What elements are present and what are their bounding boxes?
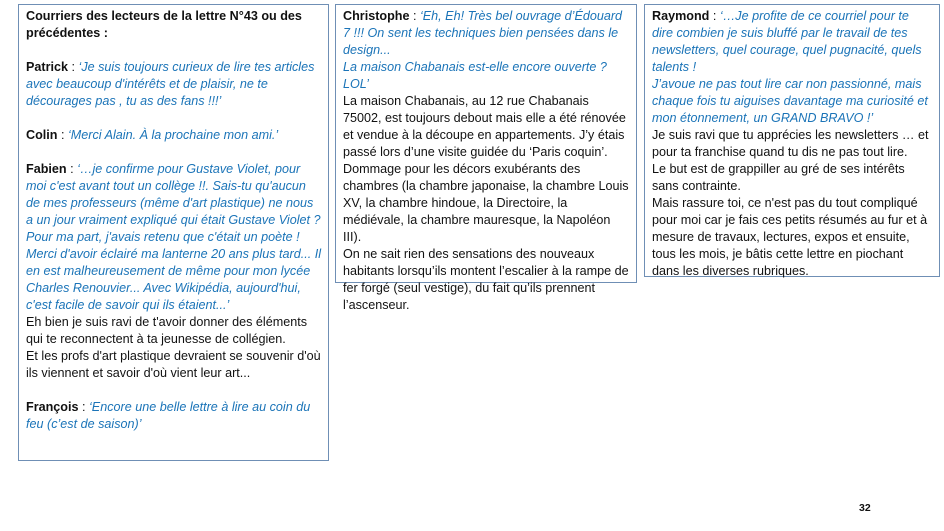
quote-francois: ‘Encore une belle lettre à lire au coin du feu (c’est de saison)’	[26, 400, 311, 431]
reply-raymond-2: Le but est de grappiller au gré de ses intérêts sans contrainte.	[652, 162, 905, 193]
page-number: 32	[859, 502, 871, 514]
reply-raymond-3: Mais rassure toi, ce n'est pas du tout compliqué pour moi car je fais ces petits résumés au fur et à mesure de travaux, lectures, expos et ensuite, tous les mois, je bâtis cette lettre en piochant dans les diverses rubriques.	[652, 196, 928, 278]
reply-christophe-1: La maison Chabanais, au 12 rue Chabanais 75002, est toujours debout mais elle a été rénovée et vendue à la découpe en appartements. J’y étais passé lors d’une visite guidée du ‘Paris coquin’. Dommage pour les décors exubérants des chambres (la chambre japonaise, la chambre Louis XV, la chambre hindoue, la Directoire, la médiévale, la chambre mauresque, la Napoléon III).	[343, 94, 629, 244]
letters-column-2	[335, 4, 637, 312]
reply-fabien-2: Et les profs d'art plastique devraient se souvenir d'où ils viennent et savoir d'où vient leur art...	[26, 349, 321, 380]
quote-raymond-2: J’avoue ne pas tout lire car non passionné, mais chaque fois tu aiguises davantage ma curiosité et mon étonnement, un GRAND BRAVO !’	[652, 77, 928, 125]
author-colin: Colin	[26, 128, 58, 142]
quote-christophe-1: ‘Eh, Eh! Très bel ouvrage d’Édouard 7 !!! On sent les techniques bien pensées dans le design...	[343, 9, 623, 57]
author-francois: François	[26, 400, 79, 414]
letters-column-1	[18, 4, 329, 461]
author-patrick: Patrick	[26, 60, 69, 74]
section-title: Courriers des lecteurs de la lettre N°43 ou des précédentes :	[26, 9, 302, 40]
letter-christophe: Christophe : ‘Eh, Eh! Très bel ouvrage d’Édouard 7 !!! On sent les techniques bien pensées dans le design...	[343, 9, 623, 57]
quote-christophe-2: La maison Chabanais est-elle encore ouverte ? LOL’	[343, 60, 607, 91]
quote-fabien: ‘…je confirme pour Gustave Violet, pour moi c'est avant tout un collège !!. Sais-tu qu'aucun de mes professeurs (même d'art plastique) ne nous a un jour vraiment expliqué qui était Gustave Violet ? Pour ma part, j'avais retenu que c'était un poète ! Merci d'avoir éclairé ma lanterne 20 ans plus tard... Il en est malheureusement de même pour mon lycée Charles Renouvier... Avec Wikipédia, aujourd'hui, c'est facile de savoir qui ils étaient...’	[26, 162, 321, 312]
reply-raymond-1: Je suis ravi que tu apprécies les newsletters … et pour ta franchise quand tu dis ne pas tout lire.	[652, 128, 929, 159]
quote-colin: ‘Merci Alain. À la prochaine mon ami.’	[67, 128, 279, 142]
letter-patrick: Patrick : ‘Je suis toujours curieux de lire tes articles avec beaucoup d'intérêts et de plaisir, ne te décourages pas , tu as des fans !!!’	[26, 60, 315, 108]
reply-fabien-1: Eh bien je suis ravi de t'avoir donner des éléments qui te reconnectent à ta jeunesse de collégien.	[26, 315, 308, 346]
letter-colin: Colin : ‘Merci Alain. À la prochaine mon ami.’	[26, 128, 279, 142]
author-christophe: Christophe	[343, 9, 410, 23]
author-raymond: Raymond	[652, 9, 710, 23]
letters-column-3	[644, 4, 940, 277]
reply-christophe-2: On ne sait rien des sensations des nouveaux habitants lorsqu’ils montent l’escalier à la rampe de fer forgé (seul vestige), du fait qu’ils prennent l’ascenseur.	[343, 247, 629, 312]
letter-raymond: Raymond : ‘…Je profite de ce courriel pour te dire combien je suis bluffé par le travail de tes newsletters, quel courage, quel pugnacité, quels talents !	[652, 9, 922, 74]
author-fabien: Fabien	[26, 162, 67, 176]
letter-fabien: Fabien : ‘…je confirme pour Gustave Violet, pour moi c'est avant tout un collège !!. Sais-tu qu'aucun de mes professeurs (même d'art plastique) ne nous a un jour vraiment expliqué qui était Gustave Violet ? Pour ma part, j'avais retenu que c'était un poète ! Merci d'avoir éclairé ma lanterne 20 ans plus tard... Il en est malheureusement de même pour mon lycée Charles Renouvier... Avec Wikipédia, aujourd'hui, c'est facile de savoir qui ils étaient...’	[26, 162, 321, 312]
quote-raymond-1: ‘…Je profite de ce courriel pour te dire combien je suis bluffé par le travail de tes newsletters, quel courage, quel pugnacité, quels talents !	[652, 9, 922, 74]
quote-patrick: ‘Je suis toujours curieux de lire tes articles avec beaucoup d'intérêts et de plaisir, ne te décourages pas , tu as des fans !!!’	[26, 60, 315, 108]
letter-francois: François : ‘Encore une belle lettre à lire au coin du feu (c’est de saison)’	[26, 400, 311, 431]
